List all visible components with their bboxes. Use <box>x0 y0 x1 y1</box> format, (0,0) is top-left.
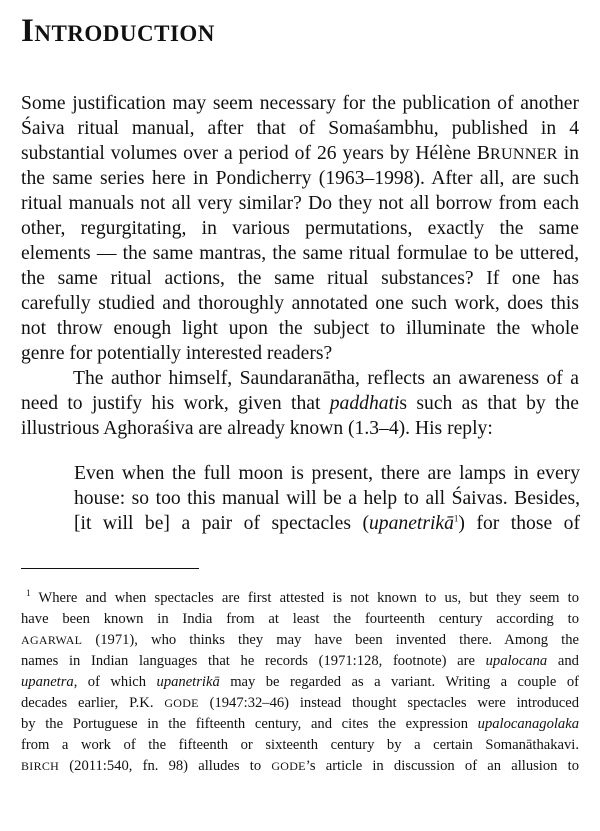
text-line: Some justification may seem necessary for the publication of another <box>21 93 579 114</box>
text-line: the same series here in Pondicherry (1963–1998). After all, are such <box>21 168 579 189</box>
text-line: Śaiva ritual manual, after that of Somaśambhu, published in 4 <box>21 118 579 139</box>
text-line: [it will be] a pair of spectacles (upanetrikā$^1$) for those of <box>74 513 581 534</box>
footnote-line: from a work of the fifteenth or sixteenth century by a certain Somanāthakavi. <box>21 737 579 753</box>
text-line: substantial volumes over a period of 26 years by Hélène BRUNNER in <box>21 143 579 164</box>
footnote-line: BIRCH (2011:540, fn. 98) alludes to GODE’s article in discussion of an allusion to <box>21 758 580 774</box>
text-line: other, regurgitating, in various permutations, exactly the same <box>21 218 579 239</box>
text-line: genre for potentially interested readers? <box>21 343 333 364</box>
text-line: The author himself, Saundaranātha, reflects an awareness of a <box>73 368 579 389</box>
text-line: Even when the full moon is present, there are lamps in every <box>74 463 580 484</box>
footnote-ref[interactable]: 1 <box>453 513 459 524</box>
text-line: not throw enough light upon the subject to illuminate the whole <box>21 318 579 339</box>
text-line: illustrious Aghoraśiva are already known (1.3–4). His reply: <box>21 418 493 439</box>
footnote-marker: 1 <box>26 588 31 599</box>
text-line: ritual manuals not all very similar? Do they not all borrow from each <box>21 193 579 214</box>
text-line: need to justify his work, given that paddhatis such as that by the <box>21 393 579 414</box>
footnote-line: AGARWAL (1971), who thinks they may have been invented there. Among the <box>21 632 579 648</box>
footnote-separator <box>21 568 199 569</box>
page-title: INTRODUCTION <box>21 13 215 49</box>
footnote-line: upanetra, of which upanetrikā may be regarded as a variant. Writing a couple of <box>21 674 579 690</box>
footnote-line: $^1$ Where and when spectacles are first attested is not known to us, but they seem to <box>26 588 579 606</box>
text-line: elements — the same mantras, the same ritual formulae to be uttered, <box>21 243 579 264</box>
footnote-line: have been known in India from at least the fourteenth century according to <box>21 611 579 627</box>
text-line: carefully studied and thoroughly annotated one such work, does this <box>21 293 579 314</box>
text-line: the same ritual actions, the same ritual substances? If one has <box>21 268 579 289</box>
text-line: house: so too this manual will be a help to all Śaivas. Besides, <box>74 488 580 509</box>
footnote-line: by the Portuguese in the fifteenth century, and cites the expression upalocanagolaka <box>21 716 579 732</box>
footnote-line: decades earlier, P.K. GODE (1947:32–46) instead thought spectacles were introduced <box>21 695 579 711</box>
footnote-line: names in Indian languages that he records (1971:128, footnote) are upalocana and <box>21 653 579 669</box>
